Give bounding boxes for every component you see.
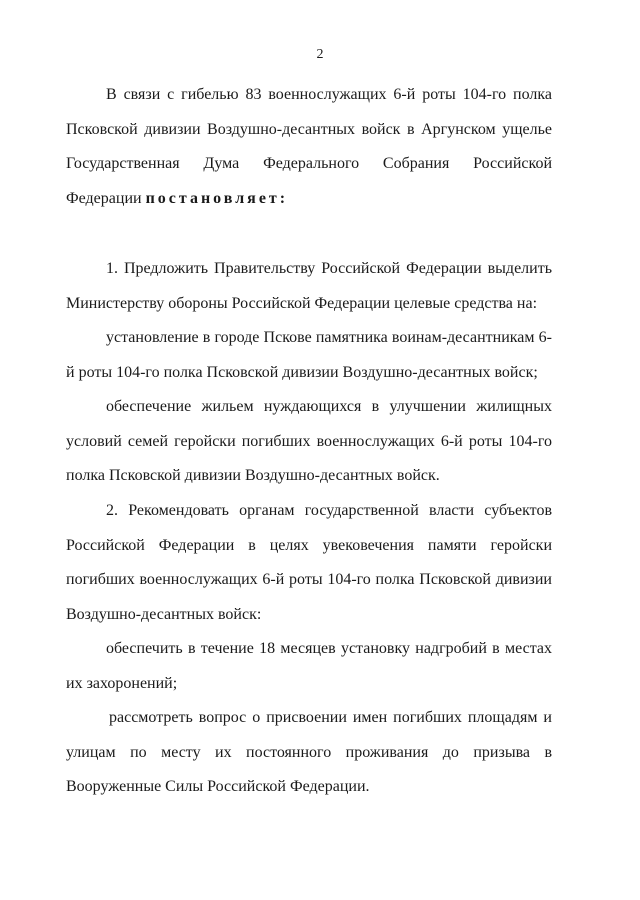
item-1-subitem-1: установление в городе Пскове памятника воинам-десантникам 6-й роты 104-го полка Псковской дивизии Воздушно-десантных войск; xyxy=(66,329,552,381)
page-number: 2 xyxy=(316,47,324,62)
item-1-paragraph: 1. Предложить Правительству Российской Федерации выделить Министерству обороны Российской Федерации целевые средства на: xyxy=(66,260,552,312)
item-2-paragraph: 2. Рекомендовать органам государственной власти субъектов Российской Федерации в целях увековечения памяти геройски погибших военнослужащих 6-й роты 104-го полка Псковской дивизии Воздушно-десантных войск: xyxy=(66,502,552,623)
intro-paragraph xyxy=(66,78,552,216)
item-2-subitem-1: обеспечить в течение 18 месяцев установку надгробий в местах их захоронений; xyxy=(66,640,552,692)
item-2-subitem-2: рассмотреть вопрос о присвоении имен погибших площадям и улицам по месту их постоянного проживания до призыва в Вооруженные Силы Российской Федерации. xyxy=(66,709,552,795)
item-1-subitem-2: обеспечение жильем нуждающихся в улучшении жилищных условий семей геройски погибших военнослужащих 6-й роты 104-го полка Псковской дивизии Воздушно-десантных войск. xyxy=(66,398,552,484)
decree-word: постановляет: xyxy=(145,189,289,207)
intro-text: В связи с гибелью 83 военнослужащих 6-й роты 104-го полка Псковской дивизии Воздушно-десантных войск в Аргунском ущелье Государственная Дума Федерального Собрания Российской Федерации xyxy=(66,86,552,207)
